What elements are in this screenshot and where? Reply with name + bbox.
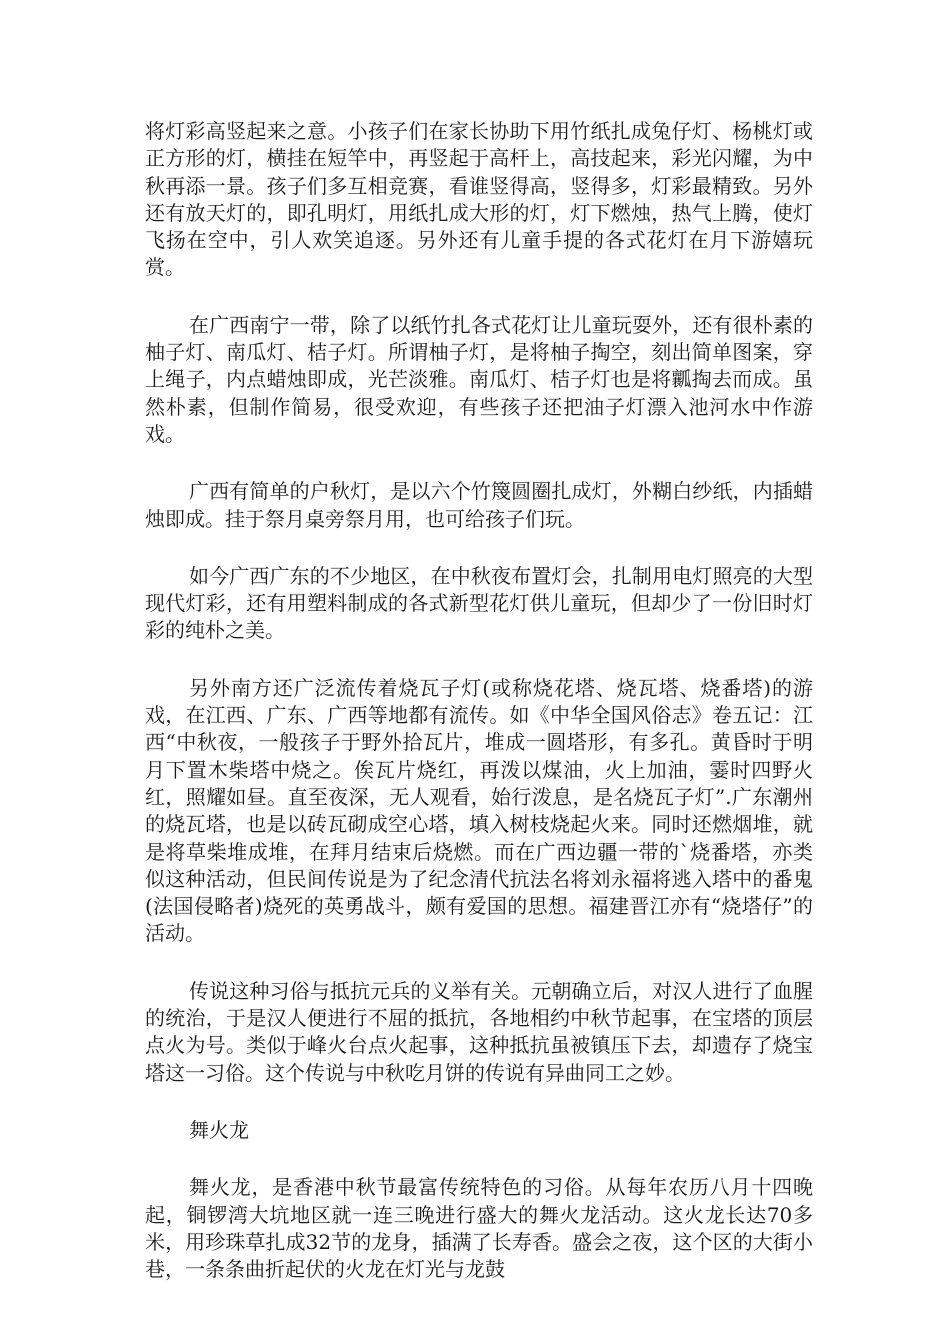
paragraph-nanning-lanterns: 在广西南宁一带，除了以纸竹扎各式花灯让儿童玩耍外，还有很朴素的柚子灯、南瓜灯、桔子灯。所谓柚子灯，是将柚子掏空，刻出简单图案，穿上绳子，内点蜡烛即成，光芒淡雅。南瓜灯、桔子灯也是将瓤掏去而成。虽然朴素，但制作简易，很受欢迎，有些孩子还把油子灯漂入池河水中作游戏。 [145, 312, 813, 446]
paragraph-yuan-resistance-legend: 传说这种习俗与抵抗元兵的义举有关。元朝确立后，对汉人进行了血腥的统治，于是汉人便进行不屈的抵抗，各地相约中秋节起事，在宝塔的顶层点火为号。类似于峰火台点火起事，这种抵抗虽被镇压下去，却遗存了烧宝塔这一习俗。这个传说与中秋吃月饼的传说有异曲同工之妙。 [145, 978, 813, 1085]
paragraph-tile-pagoda-burning: 另外南方还广泛流传着烧瓦子灯(或称烧花塔、烧瓦塔、烧番塔)的游戏，在江西、广东、广西等地都有流传。如《中华全国风俗志》卷五记：江西“中秋夜，一般孩子于野外拾瓦片，堆成一圆塔形，有多孔。黄昏时于明月下置木柴塔中烧之。俟瓦片烧红，再泼以煤油，火上加油，霎时四野火红，照耀如昼。直至夜深，无人观看，始行泼息，是名烧瓦子灯”.广东潮州的烧瓦塔，也是以砖瓦砌成空心塔，填入树枝烧起火来。同时还燃烟堆，就是将草柴堆成堆，在拜月结束后烧燃。而在广西边疆一带的`烧番塔，亦类似这种活动，但民间传说是为了纪念清代抗法名将刘永福将逃入塔中的番鬼(法国侵略者)烧死的英勇战斗，颇有爱国的思想。福建晋江亦有“烧塔仔”的活动。 [145, 675, 813, 946]
section-heading-fire-dragon: 舞火龙 [189, 1117, 249, 1142]
paragraph-guangxi-autumn-lantern: 广西有简单的户秋灯，是以六个竹篾圆圈扎成灯，外糊白纱纸，内插蜡烛即成。挂于祭月桌旁祭月用，也可给孩子们玩。 [145, 479, 813, 531]
document-body [145, 118, 813, 1313]
paragraph-modern-lantern-fair: 如今广西广东的不少地区，在中秋夜布置灯会，扎制用电灯照亮的大型现代灯彩，还有用塑料制成的各式新型花灯供儿童玩，但却少了一份旧时灯彩的纯朴之美。 [145, 563, 813, 643]
paragraph-lantern-raising: 将灯彩高竖起来之意。小孩子们在家长协助下用竹纸扎成兔仔灯、杨桃灯或正方形的灯，横挂在短竿中，再竖起于高杆上，高技起来，彩光闪耀，为中秋再添一景。孩子们多互相竞赛，看谁竖得高，竖得多，灯彩最精致。另外还有放天灯的，即孔明灯，用纸扎成大形的灯，灯下燃烛，热气上腾，使灯飞扬在空中，引人欢笑追逐。另外还有儿童手提的各式花灯在月下游嬉玩赏。 [145, 119, 813, 280]
paragraph-fire-dragon-dance: 舞火龙，是香港中秋节最富传统特色的习俗。从每年农历八月十四晚起，铜锣湾大坑地区就一连三晚进行盛大的舞火龙活动。这火龙长达70多米，用珍珠草扎成32节的龙身，插满了长寿香。盛会之夜，这个区的大街小巷，一条条曲折起伏的火龙在灯光与龙鼓 [145, 1175, 813, 1282]
